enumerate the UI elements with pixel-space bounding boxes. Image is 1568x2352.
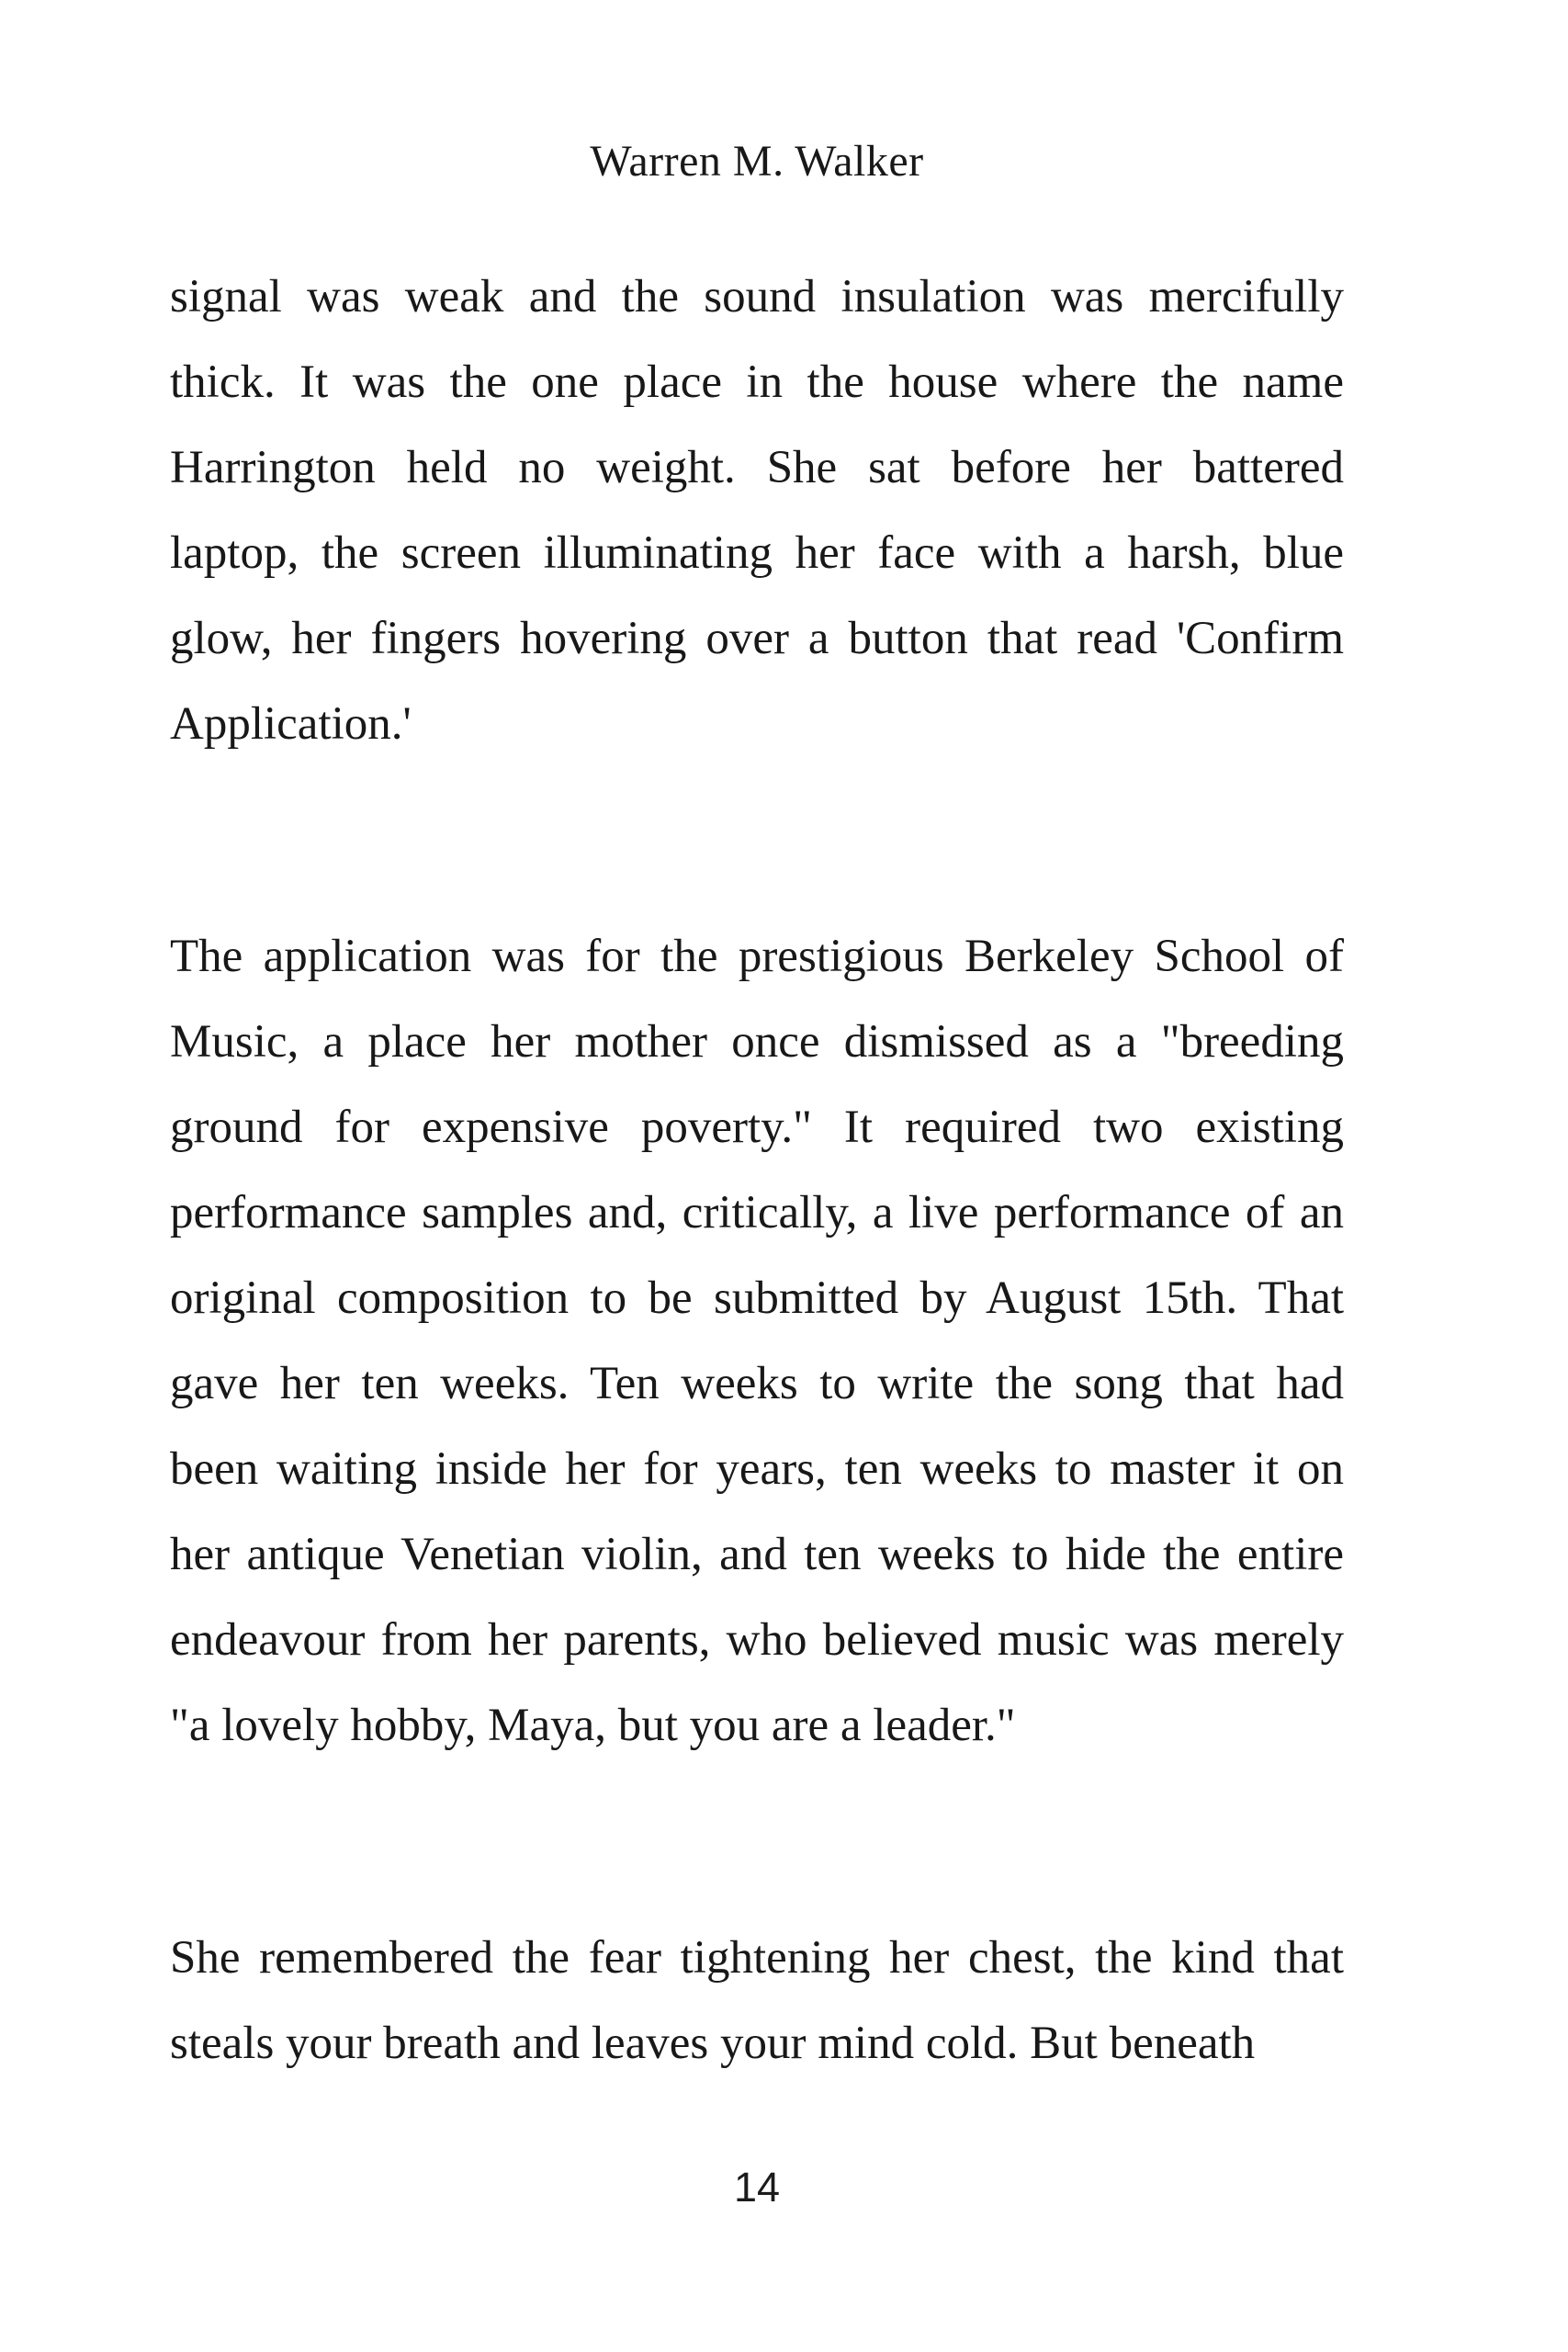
text-line: "a lovely hobby, Maya, but you are a leader." [170, 1700, 1016, 1751]
page-number: 14 [733, 2164, 781, 2211]
text-line: steals your breath and leaves your mind cold. But beneath [170, 2018, 1256, 2069]
text-line: thick. It was the one place in the house where the name [170, 356, 1344, 408]
text-line: Music, a place her mother once dismissed as a "breeding [170, 1016, 1344, 1068]
text-line: her antique Venetian violin, and ten weeks to hide the entire [170, 1529, 1344, 1580]
running-header: Warren M. Walker [590, 137, 924, 186]
text-line: endeavour from her parents, who believed music was merely [170, 1614, 1344, 1666]
text-line: gave her ten weeks. Ten weeks to write the song that had [170, 1358, 1344, 1409]
text-line: been waiting inside her for years, ten weeks to master it on [170, 1443, 1344, 1495]
paragraph [170, 914, 1344, 1769]
paragraph [170, 254, 1344, 767]
text-line: Harrington held no weight. She sat before her battered [170, 442, 1344, 493]
text-line: Application.' [170, 698, 412, 750]
body-text [170, 254, 1344, 2086]
text-line: glow, her fingers hovering over a button that read 'Confirm [170, 613, 1344, 664]
text-line: original composition to be submitted by August 15th. That [170, 1272, 1344, 1324]
text-line: The application was for the prestigious Berkeley School of [170, 931, 1344, 982]
text-line: ground for expensive poverty." It required two existing [170, 1102, 1344, 1153]
text-line: performance samples and, critically, a live performance of an [170, 1187, 1344, 1238]
paragraph [170, 1916, 1344, 2086]
text-line: laptop, the screen illuminating her face with a harsh, blue [170, 527, 1344, 579]
text-line: She remembered the fear tightening her chest, the kind that [170, 1932, 1344, 1984]
text-line: signal was weak and the sound insulation was mercifully [170, 271, 1344, 322]
